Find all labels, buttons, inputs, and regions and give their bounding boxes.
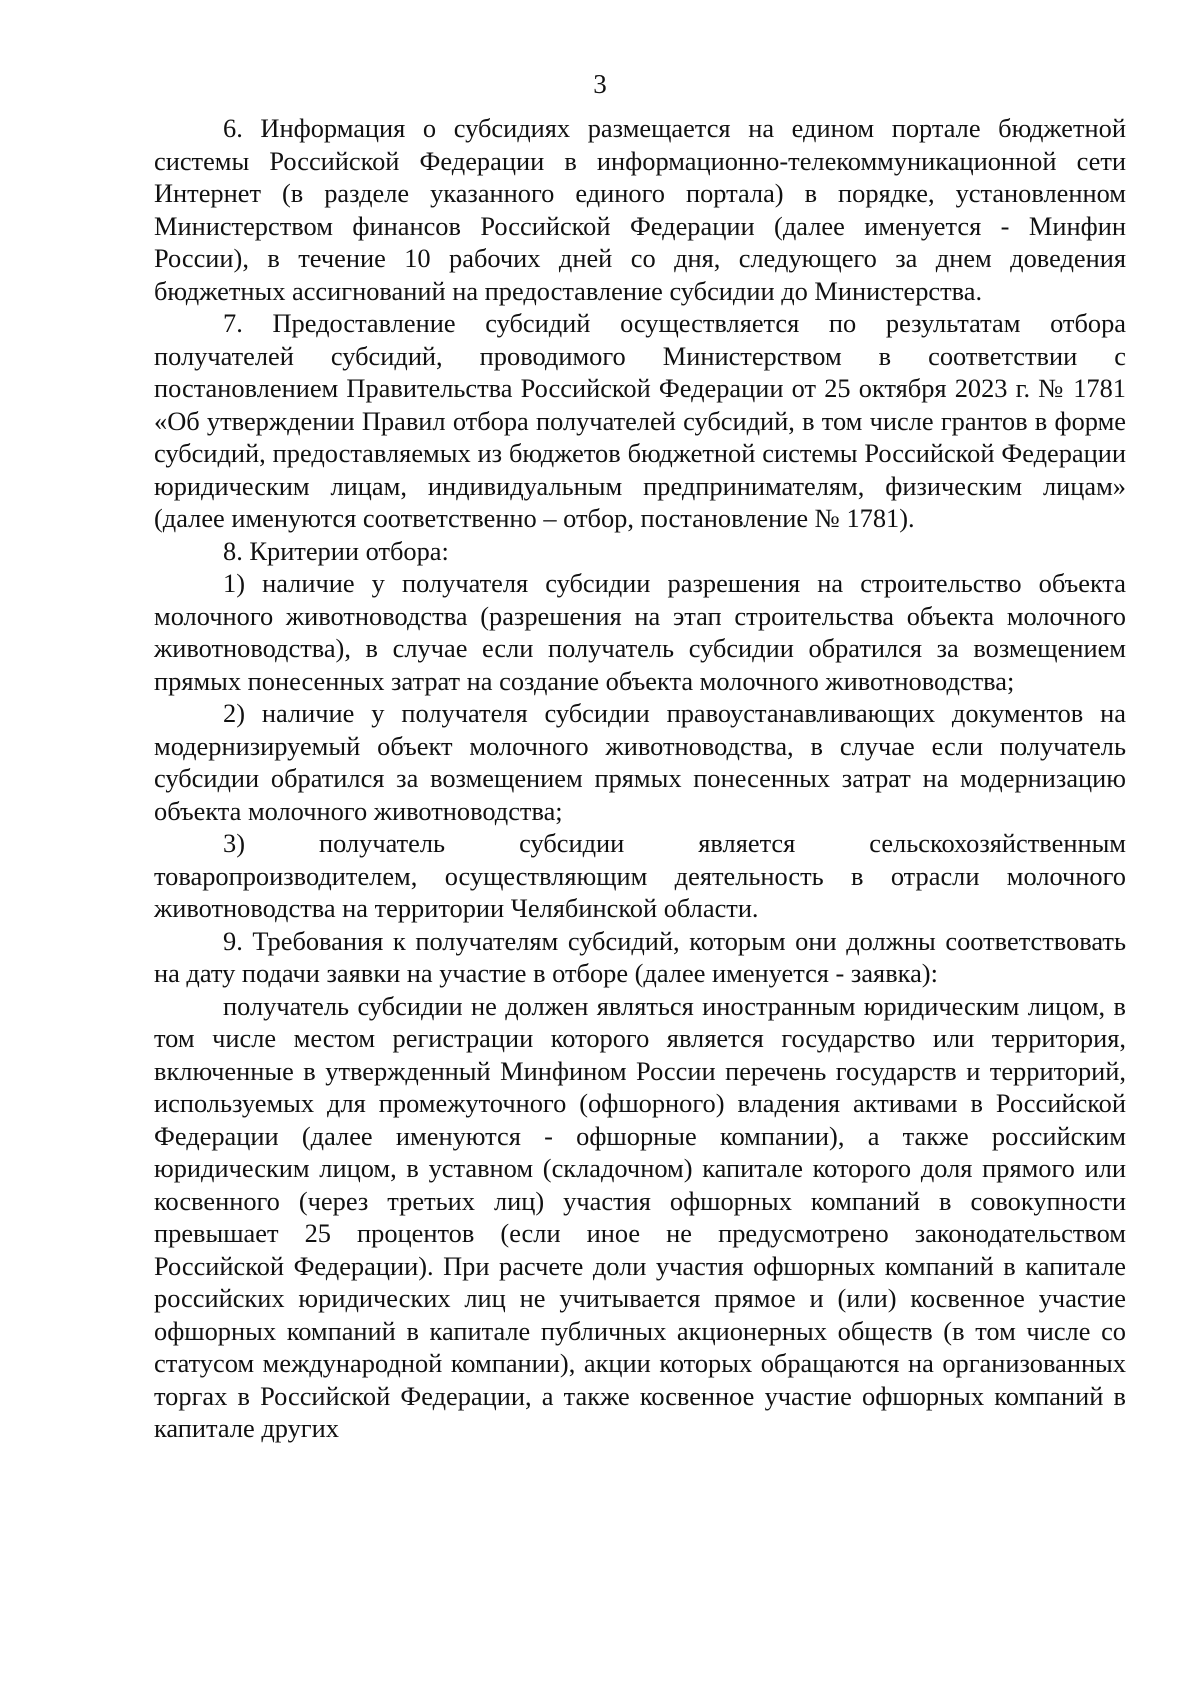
document-body bbox=[154, 112, 1126, 1445]
paragraph-9-recipient-requirements: 9. Требования к получателям субсидий, которым они должны соответствовать на дату подачи заявки на участие в отборе (далее именуется - заявка): bbox=[154, 925, 1126, 988]
requirement-offshore-companies: получатель субсидии не должен являться иностранным юридическим лицом, в том числе местом регистрации которого является государство или территория, включенные в утвержденный Минфином России перечень государств и территорий, используемых для промежуточного (офшорного) владения активами в Российской Федерации (далее именуются - офшорные компании), а также российским юридическим лицом, в уставном (складочном) капитале которого доля прямого или косвенного (через третьих лиц) участия офшорных компаний в совокупности превышает 25 процентов (если иное не предусмотрено законодательством Российской Федерации). При расчете доли участия офшорных компаний в капитале российских юридических лиц не учитывается прямое и (или) косвенное участие офшорных компаний в капитале публичных акционерных обществ (в том числе со статусом международной компании), акции которых обращаются на организованных торгах в Российской Федерации, а также косвенное участие офшорных компаний в капитале других bbox=[154, 990, 1126, 1443]
paragraph-7-subsidy-selection: 7. Предоставление субсидий осуществляется по результатам отбора получателей субсидий, проводимого Министерством в соответствии с постановлением Правительства Российской Федерации от 25 октября 2023 г. № 1781 «Об утверждении Правил отбора получателей субсидий, в том числе грантов в форме субсидий, предоставляемых из бюджетов бюджетной системы Российской Федерации юридическим лицам, индивидуальным предпринимателям, физическим лицам» (далее именуются соответственно – отбор, постановление № 1781). bbox=[154, 308, 1126, 533]
paragraph-8-selection-criteria: 8. Критерии отбора: bbox=[223, 535, 449, 566]
paragraph-6-subsidy-information: 6. Информация о субсидиях размещается на едином портале бюджетной системы Российской Федерации в информационно-телекоммуникационной сети Интернет (в разделе указанного единого портала) в порядке, установленном Министерством финансов Российской Федерации (далее именуется - Минфин России), в течение 10 рабочих дней со дня, следующего за днем доведения бюджетных ассигнований на предоставление субсидии до Министерства. bbox=[154, 113, 1126, 306]
criterion-2-title-documents: 2) наличие у получателя субсидии правоустанавливающих документов на модернизируемый объект молочного животноводства, в случае если получатель субсидии обратился за возмещением прямых понесенных затрат на модернизацию объекта молочного животноводства; bbox=[154, 698, 1126, 826]
page-number: 3 bbox=[593, 69, 607, 99]
criterion-1-construction-permit: 1) наличие у получателя субсидии разрешения на строительство объекта молочного животноводства (разрешения на этап строительства объекта молочного животноводства), в случае если получатель субсидии обратился за возмещением прямых понесенных затрат на создание объекта молочного животноводства; bbox=[154, 568, 1126, 696]
criterion-3-agricultural-producer: 3) получатель субсидии является сельскохозяйственным товаропроизводителем, осуществляющим деятельность в отрасли молочного животноводства на территории Челябинской области. bbox=[154, 828, 1126, 923]
